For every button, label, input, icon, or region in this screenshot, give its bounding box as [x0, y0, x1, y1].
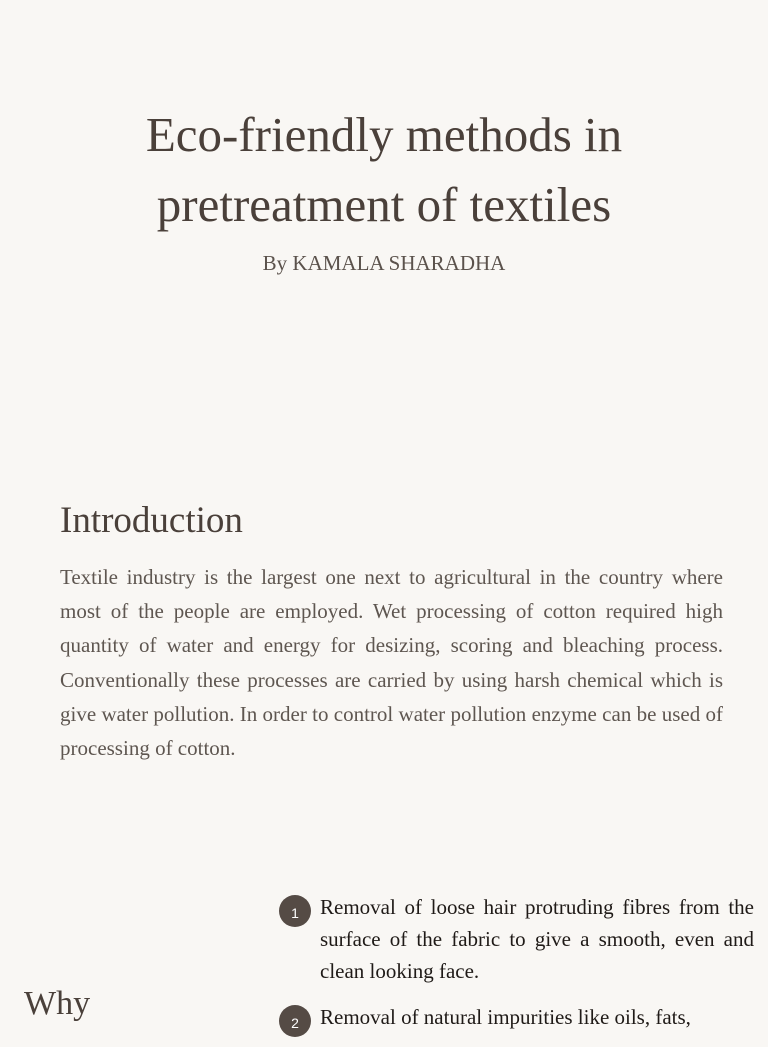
author-byline: By KAMALA SHARADHA	[262, 251, 506, 275]
why-heading: Why	[24, 985, 91, 1022]
step-number-badge: 1	[279, 895, 311, 927]
list-item	[278, 891, 754, 987]
document-title	[0, 100, 768, 240]
list-item	[278, 1001, 754, 1033]
list-item-text: Removal of natural impurities like oils, fats,	[320, 1005, 691, 1029]
title-line-2: pretreatment of textiles	[156, 177, 612, 232]
step-number-badge: 2	[279, 1005, 311, 1037]
introduction-paragraph: Textile industry is the largest one next to agricultural in the country where most of the people are employed. Wet processing of cotton required high quantity of water and energy for desizing, scoring and bleaching process. Conventionally these processes are carried by using harsh chemical which is give water pollution. In order to control water pollution enzyme can be used of processing of cotton.	[60, 565, 723, 761]
list-item-text: Removal of loose hair protruding fibres from the surface of the fabric to give a smooth, even and clean looking face.	[320, 895, 754, 983]
title-line-1: Eco-friendly methods in	[145, 107, 623, 162]
introduction-heading: Introduction	[60, 500, 243, 541]
